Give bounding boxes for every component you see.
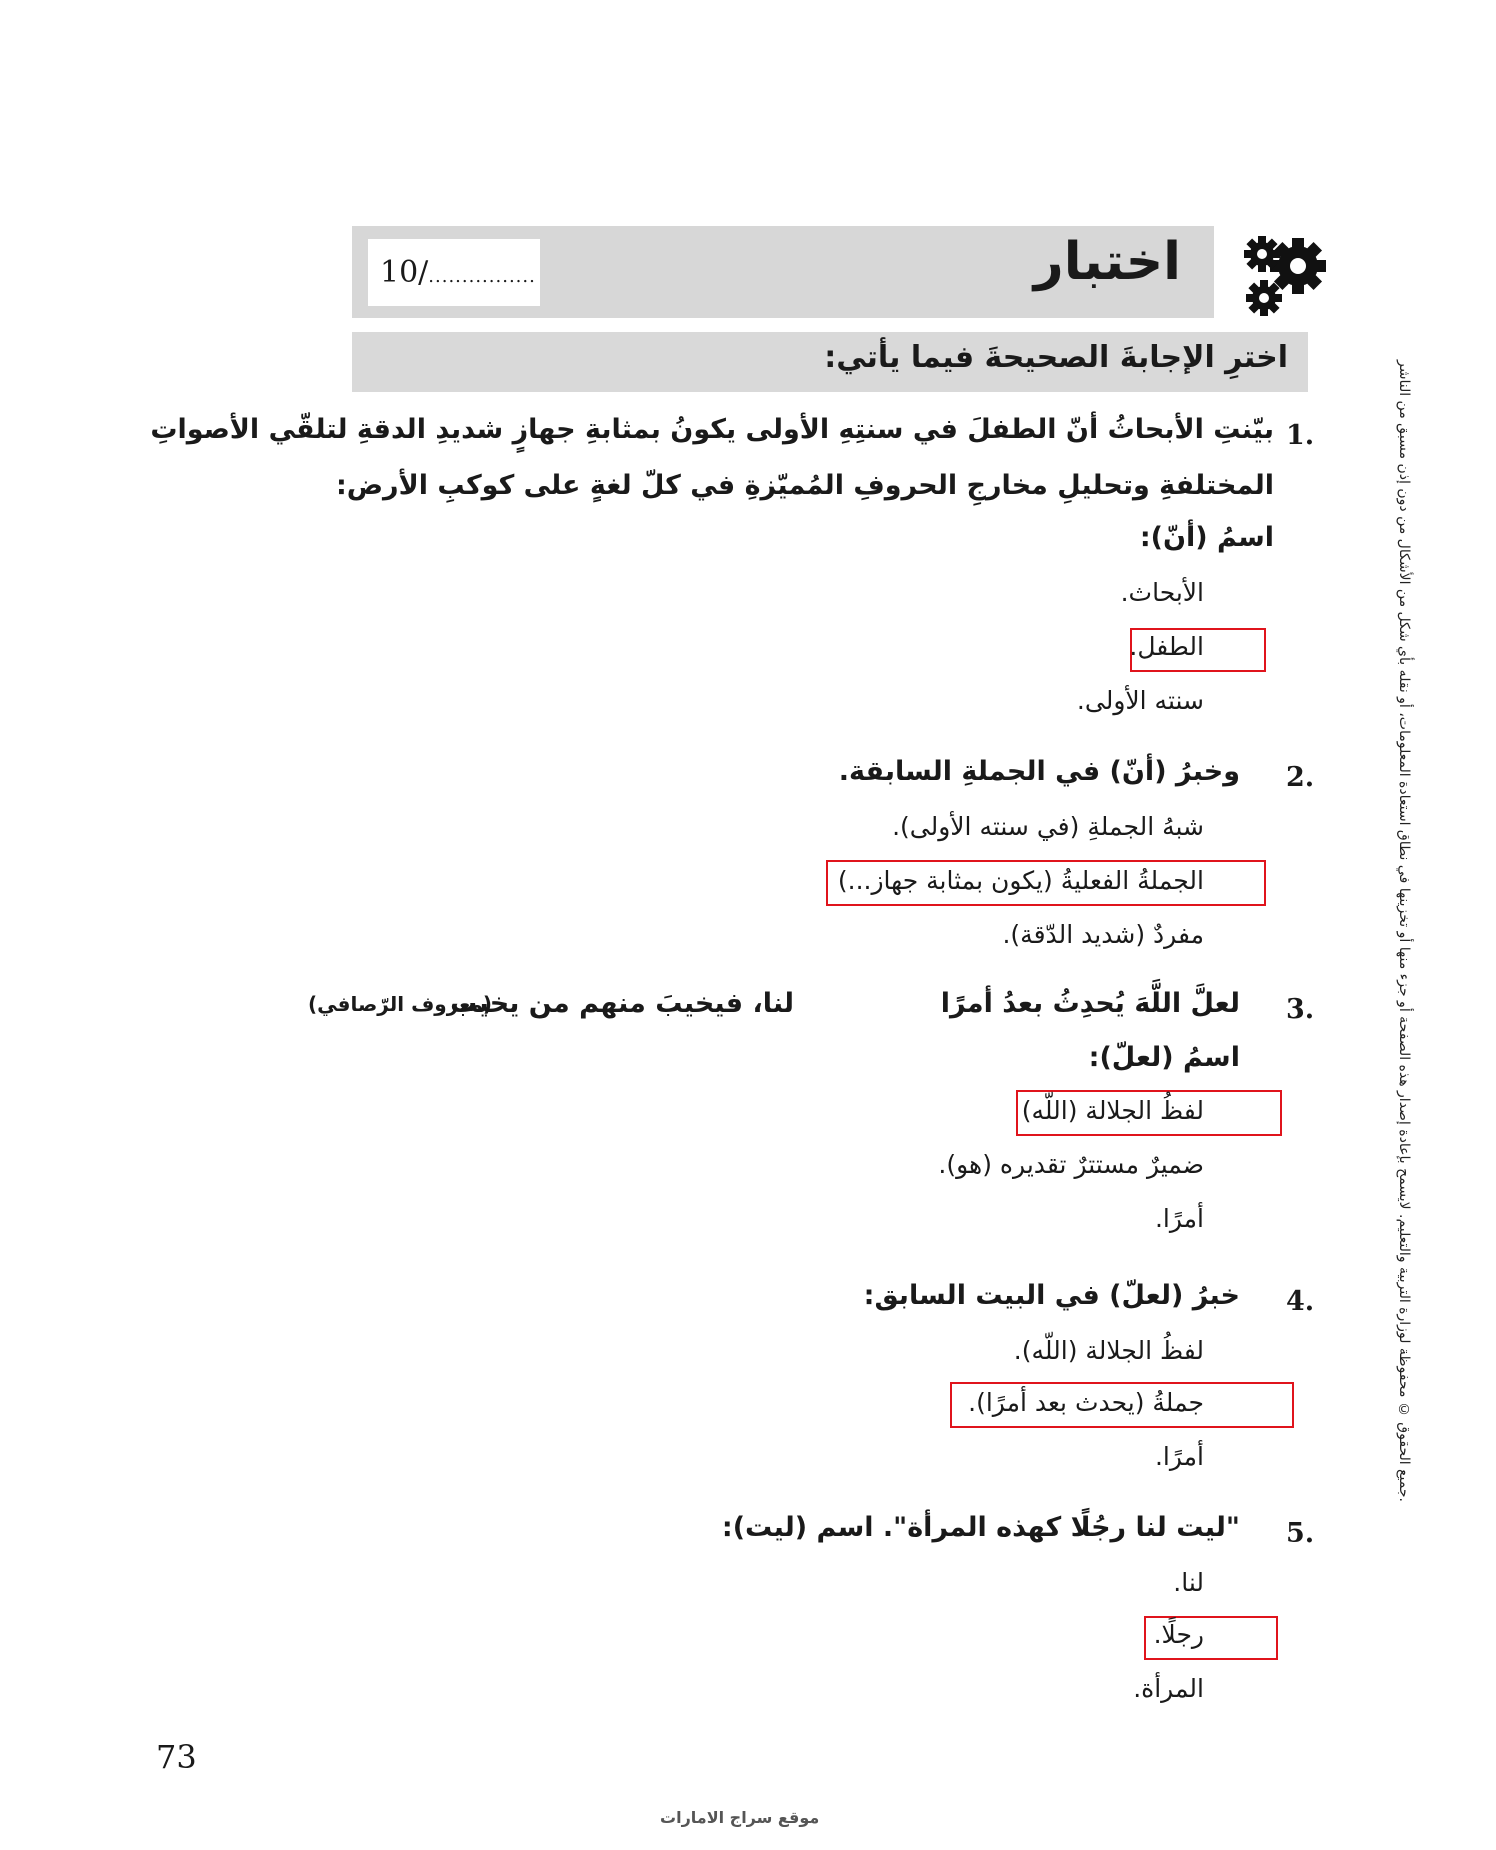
option[interactable]: مفردٌ (شديد الدّقة). xyxy=(1002,920,1204,949)
option[interactable]: لفظُ الجلالة (اللّه). xyxy=(1013,1336,1204,1365)
question-text: خبرُ (لعلّ) في البيت السابق: xyxy=(863,1280,1240,1311)
option-correct[interactable]: جملةُ (يحدث بعد أمرًا). xyxy=(968,1388,1204,1417)
verse-second-hemistich: لنا، فيخيبَ منهم من يخيب xyxy=(450,988,794,1019)
option[interactable]: ضميرٌ مستترٌ تقديره (هو). xyxy=(938,1150,1204,1179)
question-prompt: اسمُ (لعلّ): xyxy=(1088,1042,1240,1073)
option-correct[interactable]: لفظُ الجلالة (اللّه) xyxy=(1021,1096,1204,1125)
page-title: اختبار xyxy=(1033,232,1181,292)
gears-icon xyxy=(1238,232,1330,318)
instruction-text: اخترِ الإجابةَ الصحيحةَ فيما يأتي: xyxy=(824,340,1288,375)
footer-site-name: موقع سراج الامارات xyxy=(660,1808,820,1827)
option-correct[interactable]: الجملةُ الفعليةُ (يكون بمثابة جهاز...) xyxy=(837,866,1204,895)
option[interactable]: المرأة. xyxy=(1133,1674,1204,1703)
option[interactable]: شبهُ الجملةِ (في سنته الأولى). xyxy=(892,812,1204,841)
copyright-note: جميع الحقوق © محفوظة لوزارة التربية والتعليم. لايسمح بإعادة إصدار هذه الصفحة أو جزء منها أو تخزينها في نطاق استعادة المعلومات، أو نقله بأي شكل من الأشكال من دون إذن مسبق من الناشر. xyxy=(1396,360,1412,1502)
question-number: 4. xyxy=(1286,1286,1315,1317)
option-correct[interactable]: رجلًا. xyxy=(1153,1620,1204,1649)
question-text: "ليت لنا رجُلًا كهذه المرأة". اسم (ليت): xyxy=(721,1512,1240,1543)
option[interactable]: أمرًا. xyxy=(1154,1442,1204,1471)
option[interactable]: الأبحاث. xyxy=(1120,578,1204,607)
question-text: وخبرُ (أنّ) في الجملةِ السابقة. xyxy=(838,756,1240,787)
score-blank: ................ xyxy=(428,266,536,287)
poet-name: (معروف الرّصافي) xyxy=(308,992,492,1016)
question-number: 1. xyxy=(1286,420,1315,451)
question-number: 3. xyxy=(1286,994,1315,1025)
verse-first-hemistich: لعلَّ اللَّهَ يُحدِثُ بعدُ أمرًا xyxy=(940,988,1240,1019)
option-correct[interactable]: الطفل. xyxy=(1129,632,1204,661)
score-label: 10/ xyxy=(380,255,429,290)
score-field xyxy=(380,255,536,290)
question-number: 2. xyxy=(1286,762,1315,793)
question-prompt: اسمُ (أنّ): xyxy=(1139,522,1274,553)
page-number: 73 xyxy=(156,1738,197,1776)
question-text: بيّنتِ الأبحاثُ أنّ الطفلَ في سنتِهِ الأولى يكونُ بمثابةِ جهازٍ شديدِ الدقةِ لتلقّي الأصواتِ xyxy=(150,414,1274,445)
option[interactable]: سنته الأولى. xyxy=(1076,686,1204,715)
question-number: 5. xyxy=(1286,1518,1315,1549)
option[interactable]: أمرًا. xyxy=(1154,1204,1204,1233)
option[interactable]: لنا. xyxy=(1173,1568,1204,1597)
question-text: المختلفةِ وتحليلِ مخارجِ الحروفِ المُميّزةِ في كلّ لغةٍ على كوكبِ الأرض: xyxy=(335,470,1274,501)
